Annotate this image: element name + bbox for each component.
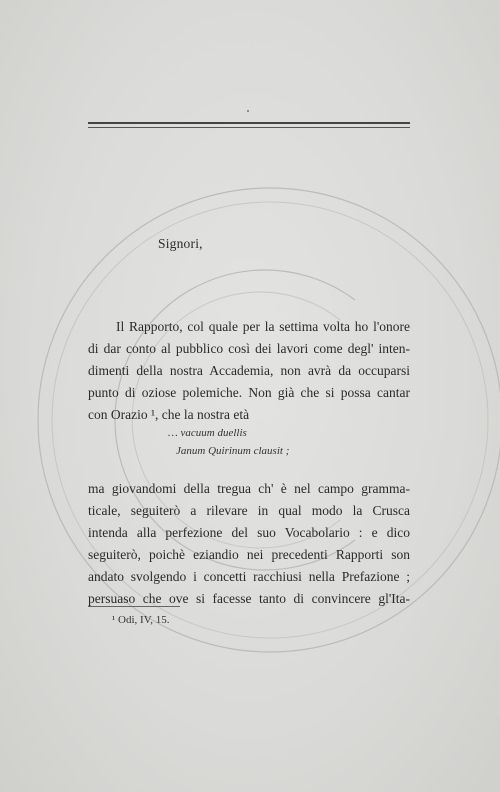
paragraph-1 [88,316,410,426]
text-line: Il Rapporto, col quale per la settima volta ho l'onore [116,319,410,334]
quote-line: … vacuum duellis [168,427,247,439]
text-line: andato svolgendo i concetti racchiusi nella Prefazione ; [88,569,410,584]
printer-mark [247,110,249,112]
text-line: ticale, seguiterò a rilevare in qual modo la Crusca [88,503,410,518]
text-line: ma giovandomi della tregua ch' è nel campo gramma- [88,481,410,496]
text-line: punto di oziose polemiche. Non già che si possa cantar [88,385,410,400]
text-line: seguiterò, poichè eziandio nei precedenti Rapporti son [88,547,410,562]
header-rule [88,122,410,128]
quote-line: Janum Quirinum clausit ; [176,445,290,457]
footnote: ¹ Odi, IV, 15. [112,614,170,626]
text-line: persuaso che ove si facesse tanto di convincere gl'Ita- [88,591,410,606]
footnote-rule [88,606,180,607]
latin-quotation [168,424,289,460]
text-line: di dar conto al pubblico così dei lavori come degl' inten- [88,341,410,356]
text-line: con Orazio ¹, che la nostra età [88,407,250,422]
text-line: dimenti della nostra Accademia, non avrà da occuparsi [88,363,410,378]
salutation: Signori, [158,236,203,251]
text-line: intenda alla perfezione del suo Vocabolario : e dico [88,525,410,540]
paragraph-2 [88,478,410,610]
